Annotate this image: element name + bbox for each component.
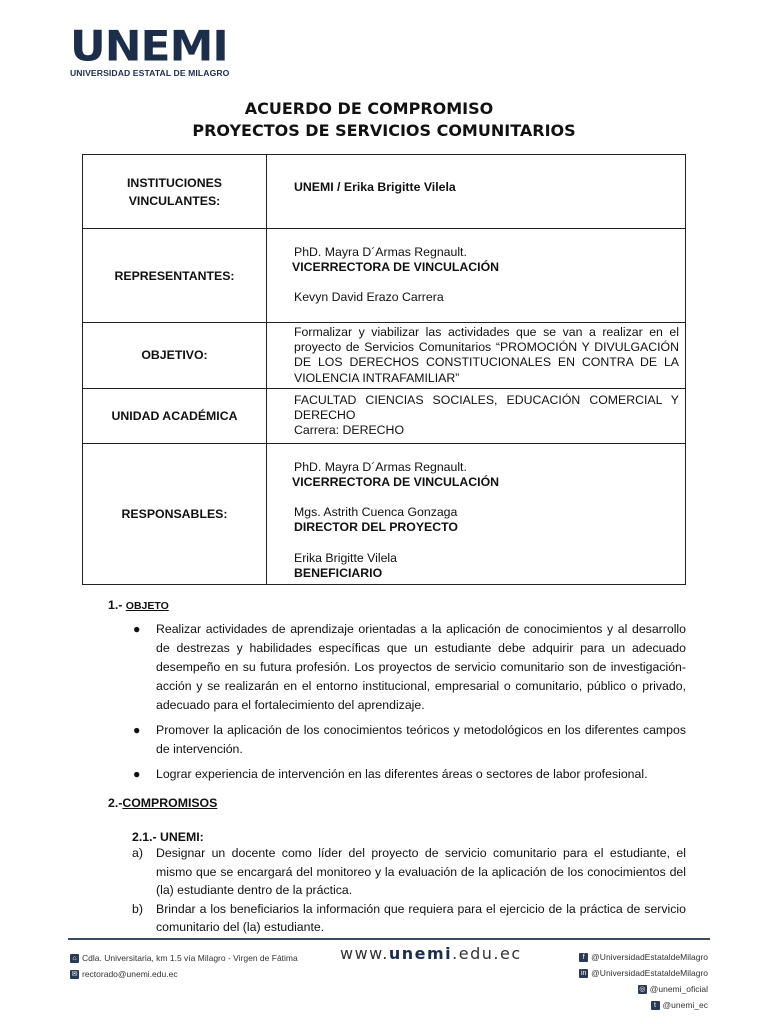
footer-website[interactable]: www.unemi.edu.ec (340, 944, 522, 963)
document-body (108, 598, 686, 937)
section-number: 2.- (108, 796, 123, 810)
facebook-icon: f (579, 953, 588, 962)
label-cell: UNIDAD ACADÉMICA (83, 388, 267, 443)
table-row-responsables (83, 443, 686, 584)
item-marker: a) (132, 846, 143, 860)
label-line: INSTITUCIONES (127, 175, 222, 190)
label-cell: REPRESENTANTES: (83, 229, 267, 323)
footer-email[interactable]: rectorado@unemi.edu.ec (82, 969, 178, 979)
label-cell (83, 155, 267, 229)
subsection-heading: 2.1.- UNEMI: (132, 830, 204, 844)
email-icon: ✉ (71, 970, 78, 978)
resp-role-3: BENEFICIARIO (294, 565, 383, 580)
section-2-heading (108, 796, 686, 810)
instagram-icon: ◎ (639, 985, 646, 993)
unemi-logo (70, 22, 230, 78)
carrera-value: Carrera: DERECHO (294, 423, 405, 438)
footer-social (579, 949, 708, 1013)
value-cell (267, 155, 686, 229)
rep-name-1: PhD. Mayra D´Armas Regnault. (294, 245, 467, 259)
document-title (0, 98, 768, 142)
section-number: 1.- (108, 598, 126, 612)
resp-name-1: PhD. Mayra D´Armas Regnault. (294, 459, 467, 474)
section-title: OBJETO (125, 600, 169, 612)
bullet-icon: ● (133, 767, 141, 781)
rep-role-1: VICERRECTORA DE VINCULACIÓN (292, 260, 500, 275)
unidad-value: FACULTAD CIENCIAS SOCIALES, EDUCACIÓN COMERCIAL Y DERECHO (294, 393, 679, 423)
location-icon: ⌂ (70, 954, 79, 963)
section-title: COMPROMISOS (122, 796, 218, 810)
title-line-1: ACUERDO DE COMPROMISO (244, 99, 494, 118)
section-1-heading (108, 598, 686, 612)
rep-name-2: Kevyn David Erazo Carrera (294, 290, 444, 305)
twitter-handle[interactable]: @unemi_ec (662, 1000, 708, 1010)
list-item: b) Brindar a los beneficiarios la información que requiera para el ejercicio de la práctica de servicio comunitario del (la) estudiante. (132, 901, 686, 934)
title-line-2: PROYECTOS DE SERVICIOS COMUNITARIOS (192, 121, 576, 140)
table-row-objetivo (83, 323, 686, 389)
bullet-icon: ● (133, 622, 141, 636)
logo-subtitle: UNIVERSIDAD ESTATAL DE MILAGRO (70, 68, 230, 78)
linkedin-icon: in (580, 969, 587, 977)
facebook-handle[interactable]: @UniversidadEstataldeMilagro (591, 952, 708, 962)
list-item: ● Realizar actividades de aprendizaje orientadas a la aplicación de conocimientos y al desarrollo de destrezas y habilidades específicas que un estudiante debe adquirir para un adecuado desempeño en su futura profesión. Los proyectos de servicio comunitario son de investigación-acción y se realizarán en el entorno institucional, empresarial o comunitario, público o privado, adecuado para el fortalecimiento del aprendizaje. (133, 622, 686, 712)
label-line: VINCULANTES: (128, 193, 221, 208)
footer-contact (70, 950, 298, 982)
instituciones-value: UNEMI / Erika Brigitte Vilela (294, 179, 456, 194)
label-cell: OBJETIVO: (83, 323, 267, 389)
value-cell (267, 443, 686, 584)
value-cell (267, 388, 686, 443)
footer-divider (68, 938, 710, 940)
resp-role-2: DIRECTOR DEL PROYECTO (294, 520, 458, 535)
list-item: a) Designar un docente como líder del proyecto de servicio comunitario para el estudiante, el mismo que se encargará del monitoreo y la evaluación de la aplicación de los conocimientos del (la) estudiante dentro de la práctica. (132, 846, 686, 897)
resp-name-2: Mgs. Astrith Cuenca Gonzaga (294, 505, 458, 520)
table-row-instituciones (83, 155, 686, 229)
compromisos-list (108, 844, 686, 937)
list-item: ● Promover la aplicación de los conocimientos teóricos y metodológicos en los diferentes campos de intervención. (133, 723, 686, 756)
bullet-icon: ● (133, 723, 141, 737)
value-cell (267, 229, 686, 323)
item-marker: b) (132, 901, 143, 916)
label-cell: RESPONSABLES: (83, 443, 267, 584)
table-row-unidad (83, 388, 686, 443)
instagram-handle[interactable]: @unemi_oficial (649, 984, 708, 994)
footer-address: Cdla. Universitaria, km 1.5 vía Milagro - Virgen de Fátima (82, 953, 298, 963)
list-item: ● Lograr experiencia de intervención en las diferentes áreas o sectores de labor profesional. (108, 765, 686, 784)
twitter-icon: t (651, 1001, 660, 1010)
agreement-table (82, 154, 686, 585)
table-row-representantes (83, 229, 686, 323)
value-cell: Formalizar y viabilizar las actividades que se van a realizar en el proyecto de Servicios Comunitarios “PROMOCIÓN Y DIVULGACIÓN DE LOS DERECHOS CONSTITUCIONALES EN CONTRA DE LA VIOLENCIA INTRAFAMILIAR” (267, 323, 686, 389)
logo-wordmark: UNEMI (70, 22, 228, 71)
resp-role-1: VICERRECTORA DE VINCULACIÓN (292, 475, 500, 490)
objeto-list (108, 620, 686, 784)
resp-name-3: Erika Brigitte Vilela (294, 550, 397, 565)
linkedin-handle[interactable]: @UniversidadEstataldeMilagro (591, 968, 708, 978)
